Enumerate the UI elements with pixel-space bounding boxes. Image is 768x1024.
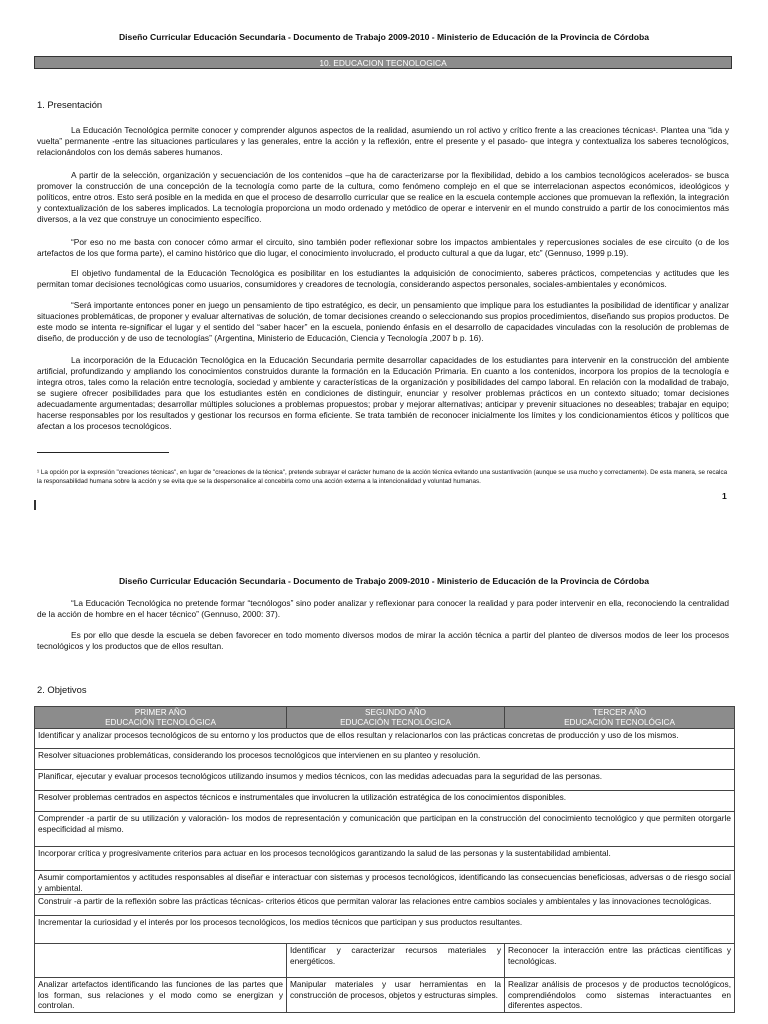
objectives-table [34,706,735,1013]
page-header-2: Diseño Curricular Educación Secundaria - Documento de Trabajo 2009-2010 - Ministerio de Educación de la Provincia de Córdoba [118,576,650,586]
table-cell-tercer: Reconocer la interacción entre las prácticas científicas y tecnológicas. [505,944,735,978]
change-bar [34,500,36,510]
table-cell-segundo: Manipular materiales y usar herramientas en la construcción de procesos, objetos y estructuras simples. [287,978,505,1013]
table-cell-primer [35,944,287,978]
paragraph-6: La incorporación de la Educación Tecnológica en la Educación Secundaria permite desarrollar capacidades de los estudiantes para intervenir en la construcción del ambiente artificial, profundizando y ampliando los conocimientos construidos durante la formación en la Educación Primaria. En cuanto a los contenidos, incorpora los propios de la tecnología e integra otros, tales como la relación entre tecnología, sociedad y ambiente y características de la organización y posibilidades del campo laboral. En relación con la modalidad de trabajo, se sugiere ofrecer posibilidades para que los estudiantes estén en condiciones de distinguir, enunciar y resolver problemas prácticos en un contexto situado; tomar decisiones adecuadamente argumentadas; desarrollar múltiples soluciones a problemas propuestos; probar y mejorar alternativas; anticipar y prevenir situaciones no deseables; trabajar en equipo; hacerse responsables por los resultados y gestionar los recursos en forma eficiente. Se trata también de reconocer inicialmente los límites y los condicionamientos éticos y políticos que afectan a los procesos tecnológicos. [37,355,729,431]
table-row: Resolver situaciones problemáticas, considerando los procesos tecnológicos que intervienen en su planteo y resolución. [35,749,735,770]
header-segundo-ano: SEGUNDO AÑO EDUCACIÓN TECNOLÓGICA [287,707,505,729]
paragraph-2: A partir de la selección, organización y secuenciación de los contenidos –que ha de caracterizarse por la flexibilidad, debido a los cambios tecnológicos acelerados- se busca promover la construcción de una concepción de la tecnología como parte de la cultura, como fenómeno complejo en el que se interrelacionan aspectos económicos, ideológicos y políticos, entre otros. Esto será posible en la medida en que el proceso de desarrollo curricular que se realice en la escuela contemple acciones que promuevan la reflexión, la integración y contextualización de los saberes implicados. La tecnología proporciona un modo ordenado y metódico de operar e intervenir en el mundo construido a partir de los conocimientos más diversos, a la vez que construye un conocimiento específico. [37,170,729,224]
section-title-bar: 10. EDUCACION TECNOLOGICA [34,56,732,69]
presentacion-heading: 1. Presentación [37,99,103,110]
table-row: Identificar y analizar procesos tecnológicos de su entorno y los productos que de ellos resultan y relacionarlos con las prácticas concretas de producción y uso de los mismos. [35,729,735,749]
table-row: Planificar, ejecutar y evaluar procesos tecnológicos utilizando insumos y medios técnicos, con las medidas adecuadas para la seguridad de las personas. [35,770,735,791]
paragraph-4: El objetivo fundamental de la Educación Tecnológica es posibilitar en los estudiantes la adquisición de conocimiento, saberes prácticos, competencias y actitudes que les permitan tomar decisiones tecnológicas como usuarios, consumidores y creadores de tecnología, considerando aspectos personales, sociales-ambientales y económicos. [37,268,729,289]
table-row: Incorporar crítica y progresivamente criterios para actuar en los procesos tecnológicos garantizando la salud de las personas y la sustentabilidad ambiental. [35,847,735,871]
table-row: Incrementar la curiosidad y el interés por los procesos tecnológicos, los medios técnicos que participan y sus productos resultantes. [35,916,735,944]
objetivos-heading: 2. Objetivos [37,684,87,695]
page-header: Diseño Curricular Educación Secundaria - Documento de Trabajo 2009-2010 - Ministerio de Educación de la Provincia de Córdoba [118,32,650,42]
paragraph-1: La Educación Tecnológica permite conocer y comprender algunos aspectos de la realidad, asumiendo un rol activo y crítico frente a las creaciones técnicas¹. Plantea una “ida y vuelta” permanente -entre las situaciones particulares y las generales, entre la acción y la reflexión, entre el presente y el pasado- que integra y contextualiza los saberes tecnológicos, relacionándolos con los demás saberes humanos. [37,125,729,157]
table-cell-segundo: Identificar y caracterizar recursos materiales y energéticos. [287,944,505,978]
paragraph-quote-ministerio: “Será importante entonces poner en juego un pensamiento de tipo estratégico, es decir, un pensamiento que implique para los estudiantes la posibilidad de identificar y analizar situaciones problemáticas, de proponer y evaluar alternativas de solución, de tomar decisiones creando o seleccionando sus propios procedimientos, diseñando sus propios productos. De este modo se intenta re-significar el lugar y el sentido del “saber hacer” en la escuela, poniendo énfasis en el desarrollo de capacidades vinculadas con la resolución de problemas de diseño, de producción y de uso de tecnologías” (Argentina, Ministerio de Educación, Ciencia y Tecnología ,2007 b p. 16). [37,300,730,343]
table-cell-tercer: Realizar análisis de procesos y de productos tecnológicos, comprendiéndolos como sistemas interactuantes en diferentes aspectos. [505,978,735,1013]
footnote: ¹ La opción por la expresión "creaciones técnicas", en lugar de "creaciones de la técnica", pretende subrayar el carácter humano de la acción técnica evitando una sustantivación (aunque se usa mucho y correctamente). De esta manera, se recalca la responsabilidad humana sobre la acción y se evita que se la despersonalice al concebirla como una acción externa a la intencionalidad y voluntad humanas. [37,469,728,485]
table-row: Resolver problemas centrados en aspectos técnicos e instrumentales que involucren la utilización estratégica de los conocimientos disponibles. [35,791,735,812]
table-row: Construir -a partir de la reflexión sobre las prácticas técnicas- criterios éticos que permitan valorar las relaciones entre cambios sociales y ambientales y las innovaciones tecnológicas. [35,895,735,916]
footnote-divider [37,452,169,453]
page-number: 1 [722,491,727,501]
table-row: Comprender -a partir de su utilización y valoración- los modos de representación y comunicación que participan en la construcción del conocimiento tecnológico y que permiten otorgarle especificidad al mismo. [35,812,735,847]
table-row: Asumir comportamientos y actitudes responsables al diseñar e interactuar con sistemas y procesos tecnológicos, identificando las consecuencias beneficiosas, adversas o de riesgo social y ambiental. [35,871,735,895]
page2-quote: “La Educación Tecnológica no pretende formar “tecnólogos” sino poder analizar y reflexionar para conocer la realidad y para poder intervenir en ella, reconociendo la centralidad de la acción de hombre en el hacer técnico” (Gennuso, 2000: 37). [37,598,729,619]
header-primer-ano: PRIMER AÑO EDUCACIÓN TECNOLÓGICA [35,707,287,729]
paragraph-quote-gennuso: “Por eso no me basta con conocer cómo armar el circuito, sino también poder reflexionar sobre los impactos ambientales y repercusiones sociales de ese circuito (o de los artefactos de los que forma parte), el camino histórico que dio lugar, el conocimiento involucrado, el producto cultural a que da lugar, etc” (Gennuso, 1999 p.19). [37,237,729,258]
table-cell-primer: Analizar artefactos identificando las funciones de las partes que los forman, sus relaciones y el modo como se energizan y controlan. [35,978,287,1013]
header-tercer-ano: TERCER AÑO EDUCACIÓN TECNOLÓGICA [505,707,735,729]
page2-paragraph: Es por ello que desde la escuela se deben favorecer en todo momento diversos modos de mirar la acción técnica a partir del planteo de diversos modos de leer los procesos tecnológicos y los productos que de ellos resultan. [37,630,729,651]
